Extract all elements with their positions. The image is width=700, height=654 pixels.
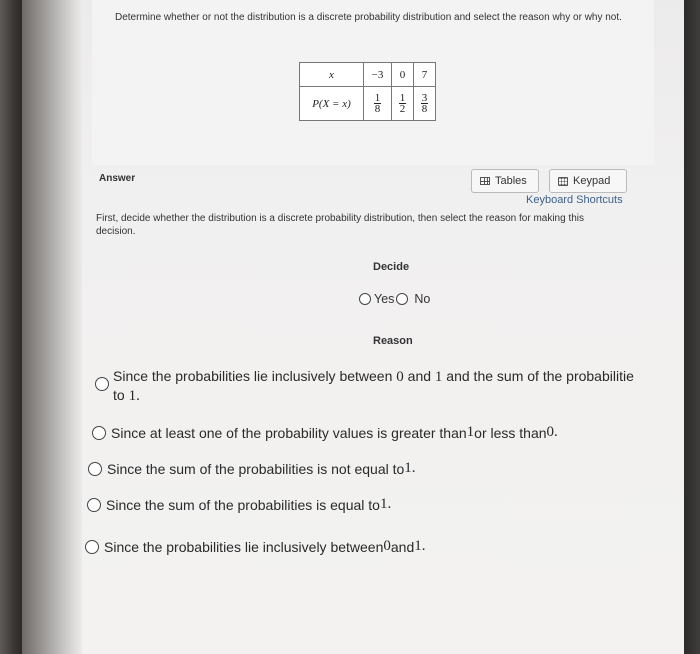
question-text: Determine whether or not the distribution is a discrete probability distribution and select the reason why or why not.	[115, 12, 622, 23]
reason-option-4[interactable]	[87, 496, 391, 513]
math-value: 1	[434, 369, 443, 385]
math-value: 0	[383, 538, 391, 554]
prob-denominator: 8	[374, 102, 381, 115]
no-radio[interactable]	[396, 293, 408, 305]
reason-radio[interactable]	[95, 377, 109, 391]
device-bezel-left	[0, 0, 22, 654]
reason-option-1[interactable]	[95, 367, 634, 405]
text-segment: Since the sum of the probabilities is not equal to	[107, 460, 405, 477]
math-value: 1	[466, 424, 475, 440]
text-segment: or less than	[474, 424, 547, 441]
prob-numerator: 1	[374, 91, 381, 104]
reason-option-5[interactable]	[85, 538, 426, 555]
math-value: 1.	[404, 460, 416, 476]
probability-cell	[414, 87, 436, 121]
probability-cell	[392, 87, 414, 121]
distribution-table	[299, 62, 436, 121]
keypad-icon	[558, 177, 568, 186]
reason-option-2[interactable]	[92, 424, 558, 441]
reason-radio[interactable]	[92, 426, 106, 440]
decide-label: Decide	[373, 261, 410, 273]
text-segment: Since the probabilities lie inclusively between	[104, 538, 384, 555]
x-header: x	[300, 63, 364, 87]
text-segment: and the sum of the probabilitie	[442, 368, 634, 384]
p-header: P(X = x)	[300, 87, 364, 121]
reason-radio[interactable]	[87, 498, 101, 512]
no-label[interactable]: No	[414, 292, 431, 306]
keyboard-shortcuts-link[interactable]: Keyboard Shortcuts	[526, 194, 623, 206]
text-segment: Since the sum of the probabilities is equal to	[106, 496, 380, 513]
x-value: 0	[392, 63, 414, 87]
math-value: 0	[396, 369, 404, 385]
reason-radio[interactable]	[88, 462, 102, 476]
tables-button[interactable]	[471, 169, 539, 193]
window-edge	[22, 0, 82, 654]
instruction-text: First, decide whether the distribution is a discrete probability distribution, then select the reason for making this decision.	[96, 213, 585, 237]
text-segment: and	[390, 538, 415, 555]
prob-denominator: 2	[399, 102, 406, 115]
yes-label[interactable]: Yes	[374, 292, 395, 306]
reason-option-text	[113, 367, 634, 405]
text-segment: Since the probabilities lie inclusively between	[113, 368, 397, 384]
decide-options	[359, 292, 432, 306]
math-value: 1.	[128, 388, 140, 404]
x-value: −3	[364, 63, 392, 87]
reason-label: Reason	[373, 335, 413, 347]
yes-radio[interactable]	[359, 293, 371, 305]
x-value: 7	[414, 63, 436, 87]
math-value: 0.	[546, 424, 558, 440]
tables-button-label: Tables	[495, 175, 527, 187]
prob-denominator: 8	[421, 102, 428, 115]
prob-numerator: 3	[421, 91, 428, 104]
text-segment: to	[113, 387, 129, 403]
reason-radio[interactable]	[85, 540, 99, 554]
answer-label: Answer	[99, 173, 136, 184]
keypad-button[interactable]	[549, 169, 627, 193]
table-icon	[480, 177, 490, 185]
reason-option-3[interactable]	[88, 460, 416, 477]
math-value: 1.	[379, 496, 392, 512]
text-segment: and	[403, 368, 435, 384]
text-segment: Since at least one of the probability values is greater than	[111, 424, 467, 441]
prob-numerator: 1	[399, 91, 406, 104]
math-value: 1.	[414, 538, 426, 554]
device-bezel-right	[684, 0, 700, 654]
keypad-button-label: Keypad	[573, 175, 611, 187]
probability-cell	[364, 87, 392, 121]
